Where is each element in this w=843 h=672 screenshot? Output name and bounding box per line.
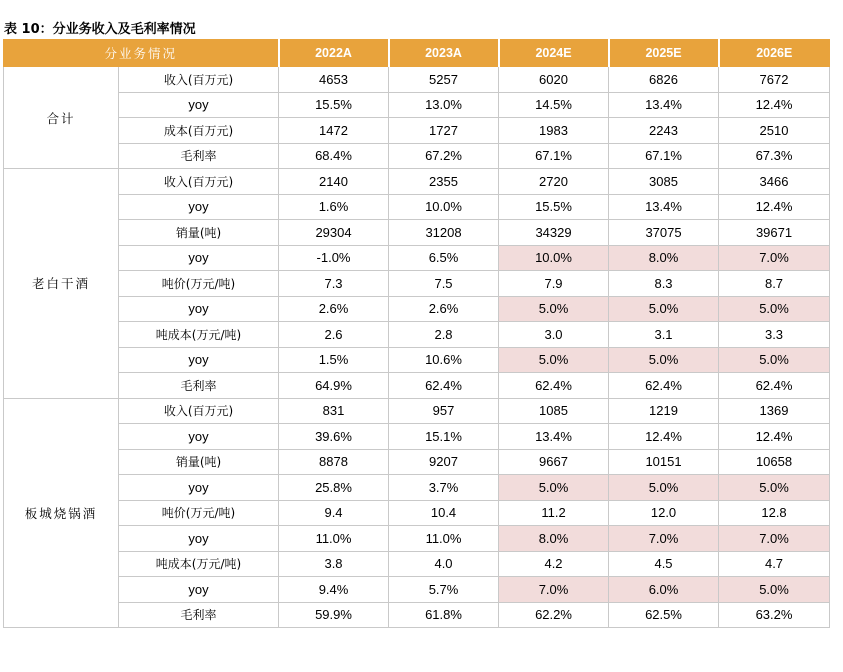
value-cell: 1983	[499, 118, 609, 144]
value-cell: 1727	[389, 118, 499, 144]
value-cell: 2.6	[279, 322, 389, 348]
value-cell: 3.7%	[389, 475, 499, 501]
header-label: 分业务情况	[4, 40, 279, 67]
value-cell: 14.5%	[499, 92, 609, 118]
value-cell: 2510	[719, 118, 830, 144]
value-cell: 10.0%	[389, 194, 499, 220]
value-cell: 2.6%	[389, 296, 499, 322]
value-cell: 61.8%	[389, 602, 499, 628]
value-cell: 25.8%	[279, 475, 389, 501]
value-cell: 9.4%	[279, 577, 389, 603]
table-row	[4, 194, 830, 220]
value-cell: 5.0%	[609, 475, 719, 501]
business-breakdown-table	[3, 39, 830, 628]
value-cell: 62.4%	[499, 373, 609, 399]
value-cell: 5.0%	[719, 347, 830, 373]
value-cell: 2243	[609, 118, 719, 144]
value-cell: 1369	[719, 398, 830, 424]
value-cell: 31208	[389, 220, 499, 246]
value-cell: 2.6%	[279, 296, 389, 322]
header-year: 2023A	[389, 40, 499, 67]
value-cell: 39.6%	[279, 424, 389, 450]
header-year: 2022A	[279, 40, 389, 67]
value-cell: 7.0%	[719, 526, 830, 552]
value-cell: 12.4%	[609, 424, 719, 450]
value-cell: 11.2	[499, 500, 609, 526]
value-cell: 13.4%	[609, 92, 719, 118]
value-cell: 11.0%	[279, 526, 389, 552]
value-cell: 5.0%	[609, 347, 719, 373]
header-year: 2026E	[719, 40, 830, 67]
table-row	[4, 602, 830, 628]
value-cell: 7.9	[499, 271, 609, 297]
table-row	[4, 551, 830, 577]
value-cell: 11.0%	[389, 526, 499, 552]
value-cell: 8.0%	[499, 526, 609, 552]
value-cell: 63.2%	[719, 602, 830, 628]
value-cell: 67.2%	[389, 143, 499, 169]
value-cell: 6.5%	[389, 245, 499, 271]
header-year: 2025E	[609, 40, 719, 67]
metric-label: 毛利率	[119, 602, 279, 628]
value-cell: 6.0%	[609, 577, 719, 603]
value-cell: 59.9%	[279, 602, 389, 628]
value-cell: 7.0%	[719, 245, 830, 271]
metric-label: yoy	[119, 92, 279, 118]
value-cell: 2355	[389, 169, 499, 195]
metric-label: 毛利率	[119, 373, 279, 399]
metric-label: 销量(吨)	[119, 449, 279, 475]
metric-label: 毛利率	[119, 143, 279, 169]
table-row	[4, 322, 830, 348]
value-cell: 39671	[719, 220, 830, 246]
value-cell: 1219	[609, 398, 719, 424]
value-cell: 8.0%	[609, 245, 719, 271]
value-cell: 1.5%	[279, 347, 389, 373]
value-cell: 10151	[609, 449, 719, 475]
value-cell: 5.0%	[609, 296, 719, 322]
table-row	[4, 500, 830, 526]
metric-label: yoy	[119, 194, 279, 220]
table-row	[4, 347, 830, 373]
value-cell: 12.4%	[719, 194, 830, 220]
value-cell: 9667	[499, 449, 609, 475]
value-cell: 62.4%	[389, 373, 499, 399]
metric-label: 收入(百万元)	[119, 169, 279, 195]
value-cell: 13.4%	[499, 424, 609, 450]
value-cell: 5.0%	[719, 296, 830, 322]
metric-label: 成本(百万元)	[119, 118, 279, 144]
value-cell: 15.5%	[499, 194, 609, 220]
value-cell: -1.0%	[279, 245, 389, 271]
value-cell: 1472	[279, 118, 389, 144]
table-row	[4, 424, 830, 450]
value-cell: 15.5%	[279, 92, 389, 118]
table-row	[4, 271, 830, 297]
table-row	[4, 475, 830, 501]
value-cell: 12.8	[719, 500, 830, 526]
value-cell: 6020	[499, 67, 609, 93]
value-cell: 3.3	[719, 322, 830, 348]
value-cell: 29304	[279, 220, 389, 246]
table-row	[4, 67, 830, 93]
value-cell: 3085	[609, 169, 719, 195]
value-cell: 4.7	[719, 551, 830, 577]
metric-label: yoy	[119, 347, 279, 373]
value-cell: 3.0	[499, 322, 609, 348]
value-cell: 12.4%	[719, 424, 830, 450]
value-cell: 34329	[499, 220, 609, 246]
value-cell: 3.8	[279, 551, 389, 577]
value-cell: 37075	[609, 220, 719, 246]
metric-label: 吨价(万元/吨)	[119, 500, 279, 526]
value-cell: 5.7%	[389, 577, 499, 603]
value-cell: 10658	[719, 449, 830, 475]
table-row	[4, 449, 830, 475]
table-row	[4, 245, 830, 271]
metric-label: yoy	[119, 526, 279, 552]
value-cell: 1.6%	[279, 194, 389, 220]
group-name: 合计	[4, 67, 119, 169]
table-caption: 表 10：分业务收入及毛利率情况	[4, 22, 196, 37]
group-name: 老白干酒	[4, 169, 119, 399]
value-cell: 5257	[389, 67, 499, 93]
value-cell: 9207	[389, 449, 499, 475]
value-cell: 5.0%	[499, 296, 609, 322]
value-cell: 1085	[499, 398, 609, 424]
value-cell: 2.8	[389, 322, 499, 348]
value-cell: 62.4%	[609, 373, 719, 399]
value-cell: 7.5	[389, 271, 499, 297]
metric-label: 收入(百万元)	[119, 67, 279, 93]
value-cell: 5.0%	[719, 577, 830, 603]
value-cell: 7.0%	[499, 577, 609, 603]
table-row	[4, 220, 830, 246]
value-cell: 4.0	[389, 551, 499, 577]
value-cell: 62.4%	[719, 373, 830, 399]
value-cell: 12.4%	[719, 92, 830, 118]
header-row	[4, 40, 830, 67]
value-cell: 68.4%	[279, 143, 389, 169]
group-name: 板城烧锅酒	[4, 398, 119, 628]
value-cell: 2720	[499, 169, 609, 195]
value-cell: 9.4	[279, 500, 389, 526]
value-cell: 6826	[609, 67, 719, 93]
value-cell: 5.0%	[719, 475, 830, 501]
metric-label: 销量(吨)	[119, 220, 279, 246]
value-cell: 4653	[279, 67, 389, 93]
metric-label: yoy	[119, 577, 279, 603]
value-cell: 5.0%	[499, 347, 609, 373]
table-row	[4, 92, 830, 118]
value-cell: 7.0%	[609, 526, 719, 552]
table-row	[4, 118, 830, 144]
value-cell: 15.1%	[389, 424, 499, 450]
table-row	[4, 169, 830, 195]
metric-label: yoy	[119, 245, 279, 271]
value-cell: 10.0%	[499, 245, 609, 271]
table-row	[4, 373, 830, 399]
value-cell: 13.4%	[609, 194, 719, 220]
value-cell: 8.7	[719, 271, 830, 297]
value-cell: 67.1%	[609, 143, 719, 169]
value-cell: 64.9%	[279, 373, 389, 399]
metric-label: yoy	[119, 475, 279, 501]
value-cell: 12.0	[609, 500, 719, 526]
metric-label: yoy	[119, 424, 279, 450]
value-cell: 8.3	[609, 271, 719, 297]
metric-label: yoy	[119, 296, 279, 322]
value-cell: 10.4	[389, 500, 499, 526]
table-row	[4, 526, 830, 552]
value-cell: 8878	[279, 449, 389, 475]
table-body	[4, 67, 830, 628]
header-year: 2024E	[499, 40, 609, 67]
table-row	[4, 143, 830, 169]
table-row	[4, 577, 830, 603]
metric-label: 收入(百万元)	[119, 398, 279, 424]
value-cell: 3.1	[609, 322, 719, 348]
value-cell: 7672	[719, 67, 830, 93]
value-cell: 4.5	[609, 551, 719, 577]
value-cell: 4.2	[499, 551, 609, 577]
value-cell: 67.1%	[499, 143, 609, 169]
value-cell: 67.3%	[719, 143, 830, 169]
value-cell: 62.5%	[609, 602, 719, 628]
value-cell: 7.3	[279, 271, 389, 297]
value-cell: 831	[279, 398, 389, 424]
metric-label: 吨成本(万元/吨)	[119, 322, 279, 348]
metric-label: 吨成本(万元/吨)	[119, 551, 279, 577]
value-cell: 3466	[719, 169, 830, 195]
value-cell: 957	[389, 398, 499, 424]
metric-label: 吨价(万元/吨)	[119, 271, 279, 297]
value-cell: 5.0%	[499, 475, 609, 501]
table-row	[4, 296, 830, 322]
value-cell: 13.0%	[389, 92, 499, 118]
value-cell: 62.2%	[499, 602, 609, 628]
value-cell: 10.6%	[389, 347, 499, 373]
value-cell: 2140	[279, 169, 389, 195]
table-row	[4, 398, 830, 424]
